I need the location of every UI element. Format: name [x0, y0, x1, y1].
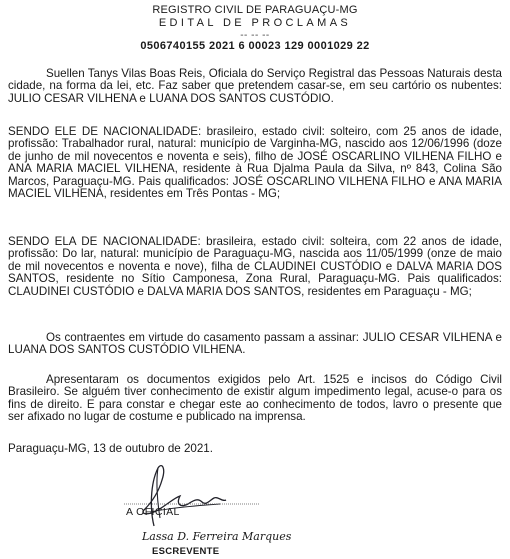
bride-paragraph: SENDO ELA DE NACIONALIDADE: brasileira, estado civil: solteira, com 22 anos de idade, profissão: Do lar, natural: município de Paraguaçu-MG, nascida aos 11/05/1999 (onze de maio de mil novecentos e noventa e nove), filha de CLAUDINEI CUSTÓDIO e DALVA MARIA DOS SANTOS, residente no Sítio Camponesa, Zona Rural, Paraguaçu-MG. Pais qualificados: CLAUDINEI CUSTÓDIO e DALVA MARIA DOS SANTOS, residentes em Paraguaçu - MG; [8, 235, 502, 298]
signatory-name: Lassa D. Ferreira Marques [142, 530, 292, 543]
signatory-title: ESCREVENTE [152, 546, 220, 557]
title-separator: -- -- -- [240, 30, 270, 41]
document-code: 0506740155 2021 6 00023 129 0001029 22 [140, 40, 370, 52]
names-paragraph: Os contraentes em virtude do casamento passam a assinar: JULIO CESAR VILHENA e LUANA DOS SANTOS CUSTÓDIO VILHENA. [8, 331, 502, 357]
signature-role: A OFICIAL [126, 506, 180, 518]
handwritten-signature [110, 460, 310, 530]
intro-paragraph: Suellen Tanys Vilas Boas Reis, Oficiala do Serviço Registral das Pessoas Naturais desta cidade, na forma da lei, etc. Faz saber que pretendem casar-se, em seu cartório os nubentes: JULIO CESAR VILHENA e LUANA DOS SANTOS CUSTÓDIO. [8, 67, 502, 105]
signature-block [110, 460, 310, 559]
documents-paragraph: Apresentaram os documentos exigidos pelo Art. 1525 e incisos do Código Civil Brasileiro. Se alguém tiver conhecimento de existir algum impedimento legal, acuse-o para os fins de direito. E para constar e chegar este ao conhecimento de todos, lavro o presente que ser afixado no lugar de costume e publicado na imprensa. [8, 373, 502, 424]
groom-paragraph: SENDO ELE DE NACIONALIDADE: brasileiro, estado civil: solteiro, com 25 anos de idade, profissão: Trabalhador rural, natural: município de Varginha-MG, nascido aos 12/06/1996 (doze de junho de mil novecentos e noventa e seis), filho de JOSÉ OSCARLINO VILHENA FILHO e ANA MARIA MACIEL VILHENA, residente à Rua Djalma Paula da Silva, nº 843, Colina São Marcos, Paraguaçu-MG. Pais qualificados: JOSÉ OSCARLINO VILHENA FILHO e ANA MARIA MACIEL VILHENA, residentes em Três Pontas - MG; [8, 125, 502, 201]
document-title: EDITAL DE PROCLAMAS [158, 17, 352, 29]
date-line: Paraguaçu-MG, 13 de outubro de 2021. [8, 442, 213, 455]
registry-heading: REGISTRO CIVIL DE PARAGUAÇU-MG [152, 4, 358, 16]
